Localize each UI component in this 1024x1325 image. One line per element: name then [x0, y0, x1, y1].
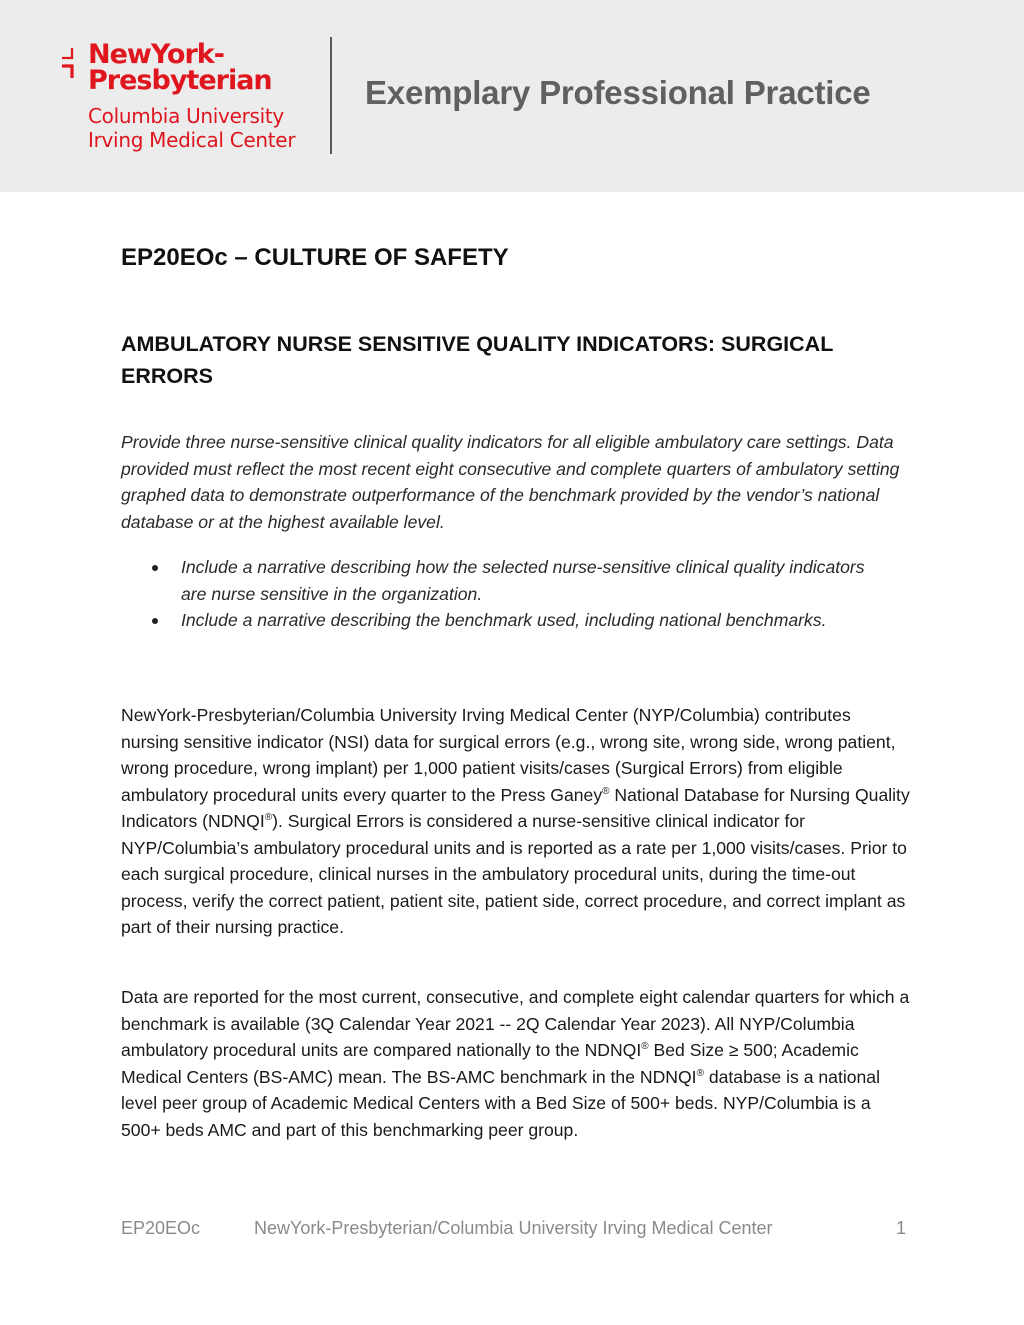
logo-line-columbia: Columbia University [88, 104, 284, 128]
bullet-icon [152, 618, 158, 624]
page-header [0, 0, 1024, 192]
logo-subtitle [88, 104, 295, 152]
footer-organization: NewYork-Presbyterian/Columbia University Irving Medical Center [254, 1218, 773, 1238]
document-subheading: AMBULATORY NURSE SENSITIVE QUALITY INDICATORS: SURGICAL ERRORS [121, 332, 833, 388]
nyp-bracket-logo-icon [60, 46, 82, 82]
text-span: NewYork-Presbyterian/Columbia University Irving Medical Center (NYP/Columbia) contributes nursing sensitive indicator (NSI) data for surgical errors (e.g., wrong site, wrong side, wrong patient, wrong procedure, wrong implant) per 1,000 patient visits/cases (Surgical Errors) from eligible ambulatory procedural units every quarter to the Press Ganey [121, 705, 896, 805]
registered-mark: ® [264, 812, 273, 824]
page-number: 1 [895, 1218, 906, 1238]
bullet-icon [152, 565, 158, 571]
registered-mark: ® [602, 785, 610, 797]
text-span: National Database for Nursing Quality Indicators (NDNQI [121, 784, 910, 831]
document-heading: EP20EOc – CULTURE OF SAFETY [121, 244, 509, 271]
text-span: Bed Size ≥ 500; Academic Medical Centers (BS-AMC) mean. The BS-AMC benchmark in the NDNQI [121, 1040, 859, 1087]
narrative-paragraph-2 [121, 984, 911, 1143]
logo-wordmark [88, 39, 272, 96]
text-span: database is a national level peer group of Academic Medical Centers with a Bed Size of 500+ beds. NYP/Columbia is a 500+ beds AMC and part of this benchmarking peer group. [121, 1066, 881, 1140]
bullet-text: Include a narrative describing the benchmark used, including national benchmarks. [181, 610, 827, 630]
requirement-intro: Provide three nurse-sensitive clinical quality indicators for all eligible ambulatory care settings. Data provided must reflect the most recent eight consecutive and complete quarters of ambulatory setting graphed data to demonstrate outperformance of the benchmark provided by the vendor’s national database or at the highest available level. [121, 432, 900, 532]
bullet-text: Include a narrative describing how the selected nurse-sensitive clinical quality indicators are nurse sensitive in the organization. [181, 557, 865, 604]
program-title: Exemplary Professional Practice [365, 74, 871, 111]
registered-mark: ® [696, 1067, 704, 1079]
text-span: Data are reported for the most current, consecutive, and complete eight calendar quarters for which a benchmark is available (3Q Calendar Year 2021 -- 2Q Calendar Year 2023). All NYP/Columbia ambulatory procedural units are compared nationally to the NDNQI [121, 987, 910, 1060]
bullet-item [121, 554, 881, 607]
logo-line-irving: Irving Medical Center [88, 128, 296, 152]
logo-line-newyork: NewYork- [88, 39, 224, 70]
footer-code: EP20EOc [121, 1218, 201, 1238]
text-span: ). Surgical Errors is considered a nurse-sensitive clinical indicator for NYP/Columbia’s ambulatory procedural units and is reported as a rate per 1,000 visits/cases. Prior to each surgical procedure, clinical nurses in the ambulatory procedural units, during the time-out process, verify the correct patient, patient site, patient side, correct procedure, and correct implant as part of their nursing practice. [121, 811, 907, 937]
logo-line-presbyterian: Presbyterian [88, 65, 272, 96]
requirement-bullets [121, 554, 911, 634]
bullet-item [121, 607, 881, 634]
page-footer [121, 1218, 906, 1242]
header-divider [330, 37, 332, 154]
narrative-paragraph-1 [121, 702, 911, 941]
registered-mark: ® [641, 1041, 649, 1053]
